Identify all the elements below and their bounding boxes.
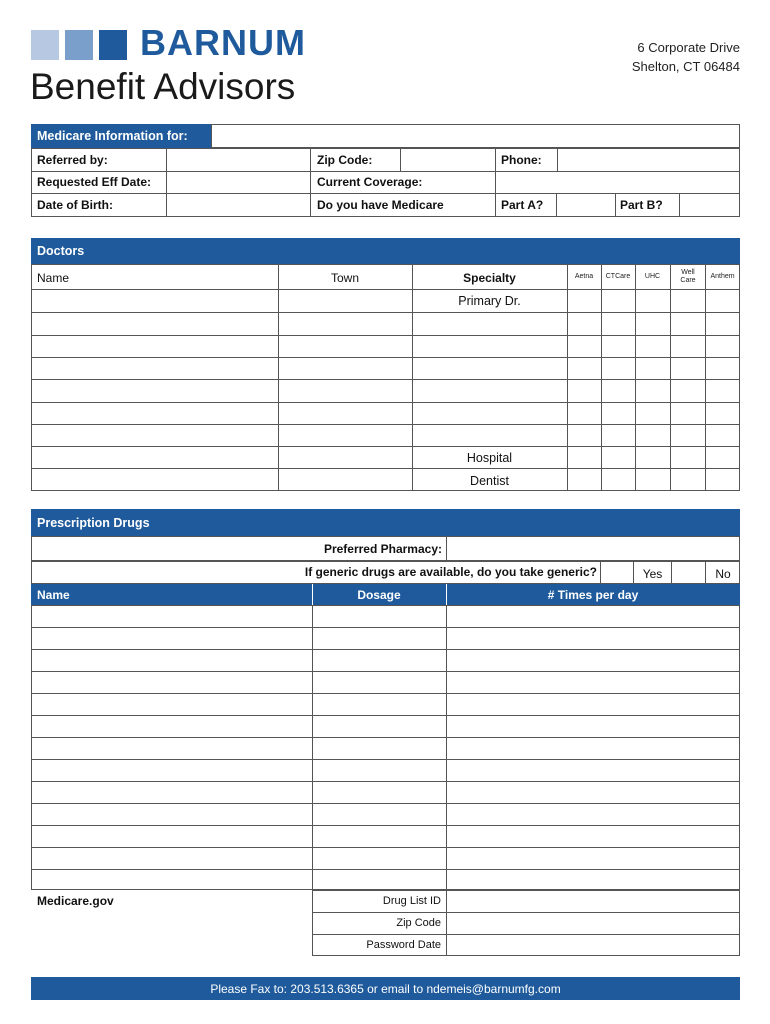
rx-row-divider [31,737,740,738]
password-date-label: Password Date [366,939,441,951]
doctors-col-specialty: Specialty [463,271,516,285]
part-a-field[interactable] [557,194,614,216]
rx-row-divider [31,759,740,760]
doctors-row-divider [31,335,740,336]
phone-field[interactable] [558,149,739,170]
preferred-pharmacy-field[interactable] [447,537,739,560]
part-b-label: Part B? [620,198,663,212]
password-date-field[interactable] [447,935,739,955]
login-zip-code-label: Zip Code [396,917,441,929]
part-b-field[interactable] [680,194,739,216]
rx-row-divider [31,869,740,870]
doctors-col-divider [601,264,602,491]
logo-square-mid [65,30,93,60]
carrier-uhc: UHC [644,273,661,280]
phone-label: Phone: [501,153,542,167]
medicare-for-field[interactable] [211,124,740,148]
doctors-col-divider [670,264,671,491]
doctors-row-divider [31,424,740,425]
drug-list-id-field[interactable] [447,891,739,912]
doctors-col-divider [567,264,568,491]
rx-row-divider [31,693,740,694]
generic-yes-label: Yes [642,567,663,581]
address-line-2: Shelton, CT 06484 [631,59,740,74]
rx-header-label: Prescription Drugs [37,515,150,530]
doctors-col-divider [278,264,279,491]
medicare-header [31,124,211,148]
doctors-col-divider [635,264,636,491]
medicare-header-label: Medicare Information for: [37,129,188,143]
carrier-well-care: Well Care [680,269,696,284]
rx-row-divider [31,649,740,650]
referred-by-label: Referred by: [37,153,108,167]
carrier-ctcare: CTCare [605,273,631,280]
date-of-birth-field[interactable] [167,194,309,216]
current-coverage-label: Current Coverage: [317,175,423,189]
carrier-anthem: Anthem [710,273,735,280]
generic-question-label: If generic drugs are available, do you take generic? [304,565,597,579]
rx-header [31,509,740,536]
preferred-pharmacy-label: Preferred Pharmacy: [323,542,442,556]
footer-bar [31,977,740,1000]
rx-col-name: Name [37,588,70,602]
doctors-row-divider [31,446,740,447]
rx-row-divider [31,715,740,716]
specialty-primary: Primary Dr. [458,294,521,308]
rx-col-divider [312,605,313,890]
have-medicare-label: Do you have Medicare [317,198,444,212]
doctors-row-divider [31,357,740,358]
rx-row-divider [31,847,740,848]
requested-eff-date-label: Requested Eff Date: [37,175,152,189]
doctors-header-divider [31,289,740,290]
zip-code-field[interactable] [401,149,494,170]
medicare-gov-label: Medicare.gov [37,894,114,908]
rx-col-times: # Times per day [547,588,639,602]
referred-by-field[interactable] [167,149,309,170]
drug-list-id-label: Drug List ID [382,895,441,907]
rx-row-divider [31,825,740,826]
doctors-row-divider [31,379,740,380]
carrier-aetna: Aetna [574,273,594,280]
footer-text: Please Fax to: 203.513.6365 or email to ndemeis@barnumfg.com [210,981,561,996]
rx-col-dosage: Dosage [357,588,401,602]
doctors-row-divider [31,468,740,469]
rx-row-divider [31,671,740,672]
generic-no-label: No [715,567,731,581]
specialty-hospital: Hospital [466,451,513,465]
generic-no-checkbox[interactable] [672,562,705,583]
rx-row-divider [31,803,740,804]
specialty-dentist: Dentist [470,474,509,488]
address-line-1: 6 Corporate Drive [637,40,740,55]
doctors-header-label: Doctors [37,244,85,258]
logo-subtitle: Benefit Advisors [30,66,296,107]
rx-row-divider [31,627,740,628]
part-a-label: Part A? [501,198,544,212]
logo-brand: BARNUM [140,22,306,63]
zip-code-label: Zip Code: [317,153,373,167]
requested-eff-date-field[interactable] [167,172,309,192]
date-of-birth-label: Date of Birth: [37,198,113,212]
doctors-col-town: Town [330,271,359,285]
doctors-col-divider [705,264,706,491]
logo-square-light [31,30,59,60]
generic-yes-checkbox[interactable] [601,562,633,583]
doctors-row-divider [31,402,740,403]
doctors-row-divider [31,312,740,313]
doctors-col-name: Name [37,271,70,285]
login-zip-code-field[interactable] [447,913,739,934]
doctors-table [31,264,740,491]
rx-row-divider [31,781,740,782]
rx-col-divider [446,605,447,890]
logo-square-dark [99,30,127,60]
doctors-header [31,238,740,264]
